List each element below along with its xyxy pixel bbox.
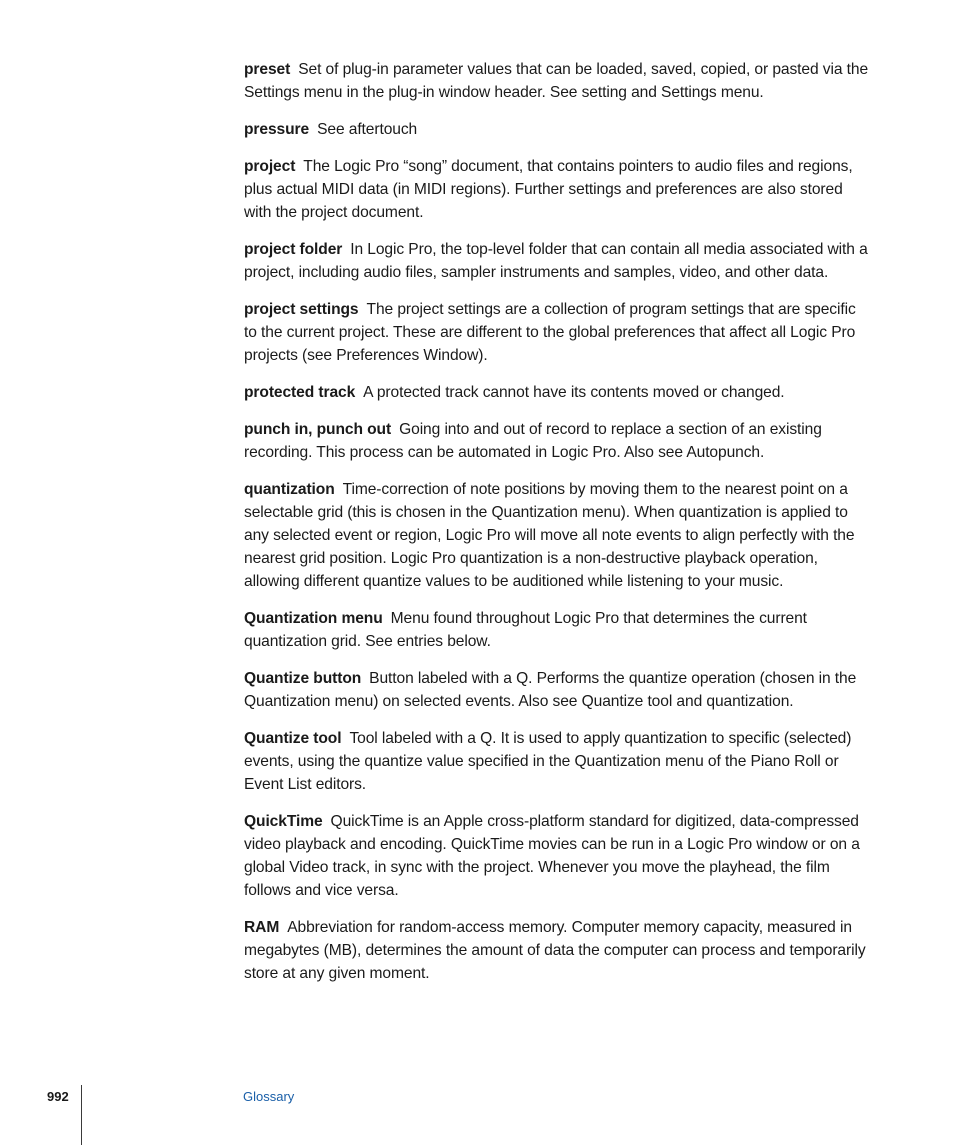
glossary-entry-quicktime xyxy=(244,810,872,902)
glossary-definition: Abbreviation for random-access memory. Computer memory capacity, measured in megabytes (MB), determines the amount of data the computer can process and temporarily store at any given moment. xyxy=(244,919,866,982)
glossary-definition: QuickTime is an Apple cross-platform standard for digitized, data-compressed video playback and encoding. QuickTime movies can be run in a Logic Pro window or on a global Video track, in sync with the project. Whenever you move the playhead, the film follows and vice versa. xyxy=(244,813,860,899)
glossary-term: Quantization menu xyxy=(244,610,383,627)
glossary-definition: In Logic Pro, the top-level folder that can contain all media associated with a project, including audio files, sampler instruments and samples, video, and other data. xyxy=(244,241,868,281)
glossary-entry-punch-in-punch-out xyxy=(244,418,872,464)
glossary-term: Quantize tool xyxy=(244,730,342,747)
glossary-entries xyxy=(244,58,872,999)
glossary-term: Quantize button xyxy=(244,670,362,687)
glossary-entry-pressure xyxy=(244,118,872,141)
footer-section-title: Glossary xyxy=(243,1089,295,1104)
glossary-definition: Tool labeled with a Q. It is used to apply quantization to specific (selected) events, using the quantize value specified in the Quantization menu of the Piano Roll or Event List editors. xyxy=(244,730,852,793)
glossary-entry-project-settings xyxy=(244,298,872,367)
glossary-term: pressure xyxy=(244,121,310,138)
glossary-entry-project xyxy=(244,155,872,224)
glossary-definition: Menu found throughout Logic Pro that determines the current quantization grid. See entries below. xyxy=(244,610,807,650)
footer-divider xyxy=(81,1085,82,1145)
glossary-entry-ram xyxy=(244,916,872,985)
glossary-entry-protected-track xyxy=(244,381,872,404)
glossary-entry-quantization xyxy=(244,478,872,593)
glossary-term: protected track xyxy=(244,384,356,401)
glossary-term: RAM xyxy=(244,919,280,936)
glossary-definition: A protected track cannot have its contents moved or changed. xyxy=(363,384,785,401)
glossary-entry-quantize-button xyxy=(244,667,872,713)
glossary-definition: The project settings are a collection of program settings that are specific to the current project. These are different to the global preferences that affect all Logic Pro projects (see Preferences Window). xyxy=(244,301,856,364)
glossary-definition: See aftertouch xyxy=(317,121,418,138)
glossary-term: project xyxy=(244,158,296,175)
glossary-term: punch in, punch out xyxy=(244,421,392,438)
glossary-definition: Set of plug-in parameter values that can be loaded, saved, copied, or pasted via the Settings menu in the plug-in window header. See setting and Settings menu. xyxy=(244,61,869,101)
glossary-definition: Time-correction of note positions by moving them to the nearest point on a selectable grid (this is chosen in the Quantization menu). When quantization is applied to any selected event or region, Logic Pro will move all note events to align perfectly with the nearest grid position. Logic Pro quantization is a non-destructive playback operation, allowing different quantize values to be auditioned while listening to your music. xyxy=(244,481,855,590)
glossary-term: QuickTime xyxy=(244,813,323,830)
glossary-definition: Going into and out of record to replace a section of an existing recording. This process can be automated in Logic Pro. Also see Autopunch. xyxy=(244,421,822,461)
page-number: 992 xyxy=(47,1089,69,1104)
glossary-definition: The Logic Pro “song” document, that contains pointers to audio files and regions, plus actual MIDI data (in MIDI regions). Further settings and preferences are also stored with the project document. xyxy=(244,158,853,221)
glossary-entry-quantization-menu xyxy=(244,607,872,653)
glossary-definition: Button labeled with a Q. Performs the quantize operation (chosen in the Quantization menu) on selected events. Also see Quantize tool and quantization. xyxy=(244,670,857,710)
glossary-entry-project-folder xyxy=(244,238,872,284)
glossary-term: project folder xyxy=(244,241,343,258)
glossary-term: preset xyxy=(244,61,291,78)
glossary-entry-quantize-tool xyxy=(244,727,872,796)
glossary-entry-preset xyxy=(244,58,872,104)
glossary-term: project settings xyxy=(244,301,359,318)
glossary-term: quantization xyxy=(244,481,335,498)
